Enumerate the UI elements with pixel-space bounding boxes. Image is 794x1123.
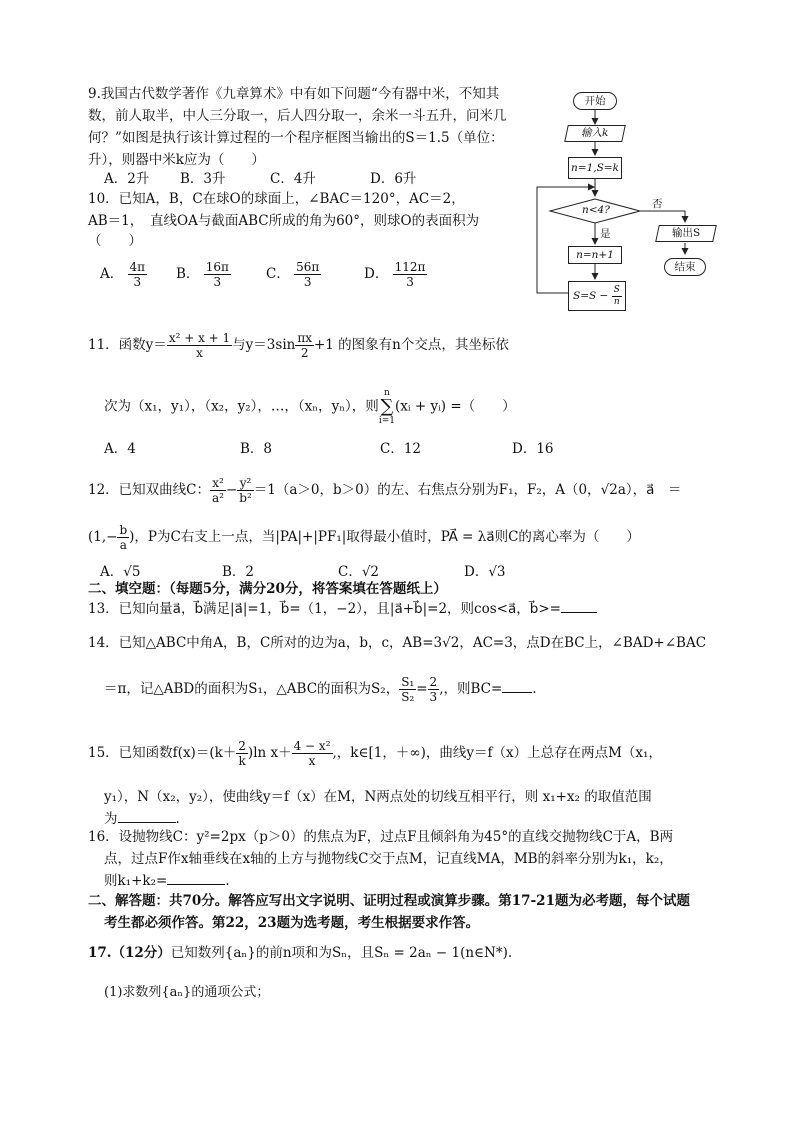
q10-option-a-num: 4π — [129, 260, 146, 274]
q10-option-a-label: A． — [100, 266, 124, 282]
q11-sum-symbol: ∑ — [380, 396, 394, 417]
q11-g-den: 2 — [300, 346, 309, 360]
section-fill-in-title: 二、填空题：（每题5分，满分20分，将答案填在答题纸上） — [88, 581, 447, 597]
q12-option-a: A．√5 — [100, 564, 141, 580]
q11-tail: +1 的图象有n个交点，其坐标依 — [313, 337, 509, 353]
q17-part1: (1)求数列{aₙ}的通项公式； — [104, 985, 270, 1000]
q9-line1: 9.我国古代数学著作《九章算术》中有如下问题“今有器中米，不知其 — [88, 86, 500, 102]
flow-no-label: 否 — [652, 198, 663, 210]
q12-f2-den: b² — [239, 491, 252, 505]
q15-a-den: k — [238, 754, 246, 768]
flow-condition: n<4? — [582, 204, 610, 216]
q11-f-num: x² + x + 1 — [168, 331, 231, 345]
q12-option-c: C．√2 — [338, 564, 380, 580]
q16-line3 — [104, 870, 230, 892]
q11-line1 — [88, 330, 509, 360]
flow-update-label: S=S − — [573, 290, 609, 302]
q10-option-d-num: 112π — [394, 260, 426, 274]
q10-option-d-den: 3 — [406, 275, 414, 289]
q12-line2 — [88, 522, 640, 552]
q10-option-a — [100, 260, 147, 289]
q14-line1: 14．已知△ABC中角A，B，C所对的边为a，b，c，AB=3√2，AC=3，点D在BC上，∠BAD+∠BAC — [88, 635, 707, 651]
q11-option-d: D．16 — [512, 441, 554, 457]
q12-f3-den: a — [119, 538, 127, 552]
q14-line2b: ,，则BC= — [439, 681, 503, 697]
q12-option-b: B．2 — [222, 564, 255, 580]
q16-line3b: . — [225, 873, 230, 889]
q14-f-num: S₁ — [401, 675, 415, 689]
q10-option-b-num: 16π — [205, 260, 229, 274]
q11-line2b: (xᵢ + yᵢ) =（ ） — [394, 398, 516, 415]
q16-answer-blank[interactable] — [167, 884, 225, 885]
flow-end: 结束 — [664, 258, 706, 276]
q10-option-d-label: D． — [364, 266, 389, 282]
q12-prefix: 12．已知双曲线C： — [88, 482, 211, 498]
flow-update-num: S — [613, 284, 620, 295]
q10-line1: 10．已知A，B，C在球O的球面上，∠BAC＝120°，AC＝2， — [88, 191, 465, 207]
q10-option-c-den: 3 — [303, 275, 312, 289]
flow-input-label: 输入k — [581, 127, 609, 139]
q15-b-num: 4 − x² — [293, 739, 331, 753]
q11-f-den: x — [196, 346, 203, 360]
q16-line3a: 则k₁+k₂= — [104, 873, 168, 889]
q11-g-num: πx — [297, 331, 312, 345]
q13-text: 13．已知向量a⃗，b⃗满足|a⃗|=1，b⃗=（1，−2），且|a⃗+b⃗|=2，则cos<a⃗，b⃗>= — [88, 601, 561, 617]
section-answer-title-line2: 考生都必须作答。第22，23题为选考题，考生根据要求作答。 — [104, 915, 480, 931]
q10-option-c — [266, 260, 321, 289]
q11-line2a: 次为（x₁，y₁），（x₂，y₂），…，（xₙ，yₙ），则 — [104, 398, 379, 415]
q11-line2 — [104, 388, 516, 426]
q15-line3a: 为 — [104, 811, 118, 827]
q10-option-b — [176, 260, 231, 289]
q12-rest1: ＝1（a＞0，b＞0）的左、右焦点分别为F₁，F₂，A（0，√2a），a⃗ ＝ — [253, 482, 682, 498]
q15-tail: ,，k∈[1，＋∞)，曲线y＝f（x）上总存在两点M（x₁， — [332, 745, 662, 761]
q11-option-b: B．8 — [240, 441, 273, 457]
q17-label: 17.（12分） — [88, 945, 171, 961]
q14-f-den: S₂ — [401, 690, 415, 704]
q14-g-den: 3 — [429, 690, 438, 704]
q15-a-num: 2 — [238, 739, 246, 753]
q9-line4: 升），则器中米k应为（ ） — [88, 152, 265, 168]
flow-output — [655, 225, 717, 242]
q14-line2 — [104, 672, 537, 706]
q9-option-c: C．4升 — [270, 171, 316, 187]
q12-f1-den: a² — [212, 491, 224, 505]
q12-f3-num: b — [119, 523, 128, 537]
q11-option-a: A．4 — [104, 441, 136, 457]
q9-line2: 数，前人取半，中人三分取一，后人四分取一，余米一斗五升，问米几 — [88, 108, 507, 124]
q10-option-c-label: C． — [266, 266, 290, 282]
q16-line2: 点，过点F作x轴垂线在x轴的上方与抛物线C交于点M，记直线MA，MB的斜率分别为k₁，k₂， — [104, 851, 673, 867]
q10-option-b-den: 3 — [213, 275, 222, 289]
q9-option-a: A．2升 — [104, 171, 150, 187]
q15-line2: y₁），N（x₂，y₂），使曲线y＝f（x）在M，N两点处的切线互相平行，则 x₁+x₂ 的取值范围 — [104, 789, 652, 805]
q15-answer-blank[interactable] — [118, 822, 176, 823]
flow-input — [564, 125, 626, 142]
q10-option-d — [364, 260, 427, 289]
flow-init: n=1,S=k — [568, 157, 622, 179]
q16-line1: 16．设抛物线C：y²=2px（p＞0）的焦点为F，过点F且倾斜角为45°的直线交抛物线C于A，B两 — [88, 829, 674, 845]
q10-option-c-num: 56π — [296, 260, 320, 274]
q12-minus: − — [225, 482, 238, 498]
q14-answer-blank[interactable] — [502, 692, 532, 693]
q12-option-d: D．√3 — [464, 564, 506, 580]
q10-option-b-label: B． — [176, 266, 200, 282]
q10-line3: （ ） — [88, 233, 142, 249]
q11-mid: 与y＝3sin — [232, 337, 296, 353]
q12-f2-num: y² — [237, 476, 254, 491]
q14-end: . — [532, 681, 537, 697]
q12-f1-num: x² — [210, 476, 226, 491]
q9-line3: 何？”如图是执行该计算过程的一个程序框图当输出的S＝1.5（单位： — [88, 130, 504, 146]
flow-start: 开始 — [573, 92, 617, 110]
q15-line3b: . — [175, 811, 180, 827]
flow-update — [568, 281, 626, 311]
q13-answer-blank[interactable] — [561, 612, 597, 613]
flow-update-den: n — [613, 296, 620, 307]
q17-line1 — [88, 942, 512, 964]
q15-mid: )ln x＋ — [247, 745, 292, 761]
q10-line2: AB＝1， 直线OA与截面ABC所成的角为60°，则球O的表面积为 — [88, 213, 480, 229]
q12-line2a: (1,− — [88, 529, 118, 545]
q14-eq: = — [416, 681, 428, 697]
q12-line2b: )，P为C右支上一点，当|PA|+|PF₁|取得最小值时，PA⃗ = λa⃗则C的离心率为（ ） — [129, 529, 640, 545]
q9-option-d: D．6升 — [370, 171, 417, 187]
q14-line2a: ＝π，记△ABD的面积为S₁，△ABC的面积为S₂， — [104, 681, 400, 697]
q13 — [88, 598, 597, 620]
q11-option-c: C．12 — [380, 441, 422, 457]
q17-text: 已知数列{aₙ}的前n项和为Sₙ，且Sₙ = 2aₙ − 1(n∈N*). — [170, 945, 513, 961]
section-answer-title-line1: 二、解答题：共70分。解答应写出文字说明、证明过程或演算步骤。第17-21题为必考题，每个试题 — [88, 893, 690, 909]
q11-sum-top: n — [383, 388, 390, 398]
q11-prefix: 11．函数y＝ — [88, 337, 167, 353]
q10-option-a-den: 3 — [133, 275, 142, 289]
flow-output-label: 输出S — [671, 227, 701, 239]
q15-b-den: x — [308, 754, 316, 768]
flow-increment: n=n+1 — [568, 246, 622, 264]
q9-option-b: B．3升 — [180, 171, 226, 187]
q15-prefix: 15．已知函数f(x)＝(k＋ — [88, 745, 237, 761]
flow-yes-label: 是 — [600, 228, 611, 240]
q15-line1 — [88, 736, 662, 770]
q11-sum-bottom: i=1 — [378, 416, 395, 426]
q14-g-num: 2 — [429, 675, 438, 689]
q12-line1 — [88, 475, 681, 505]
